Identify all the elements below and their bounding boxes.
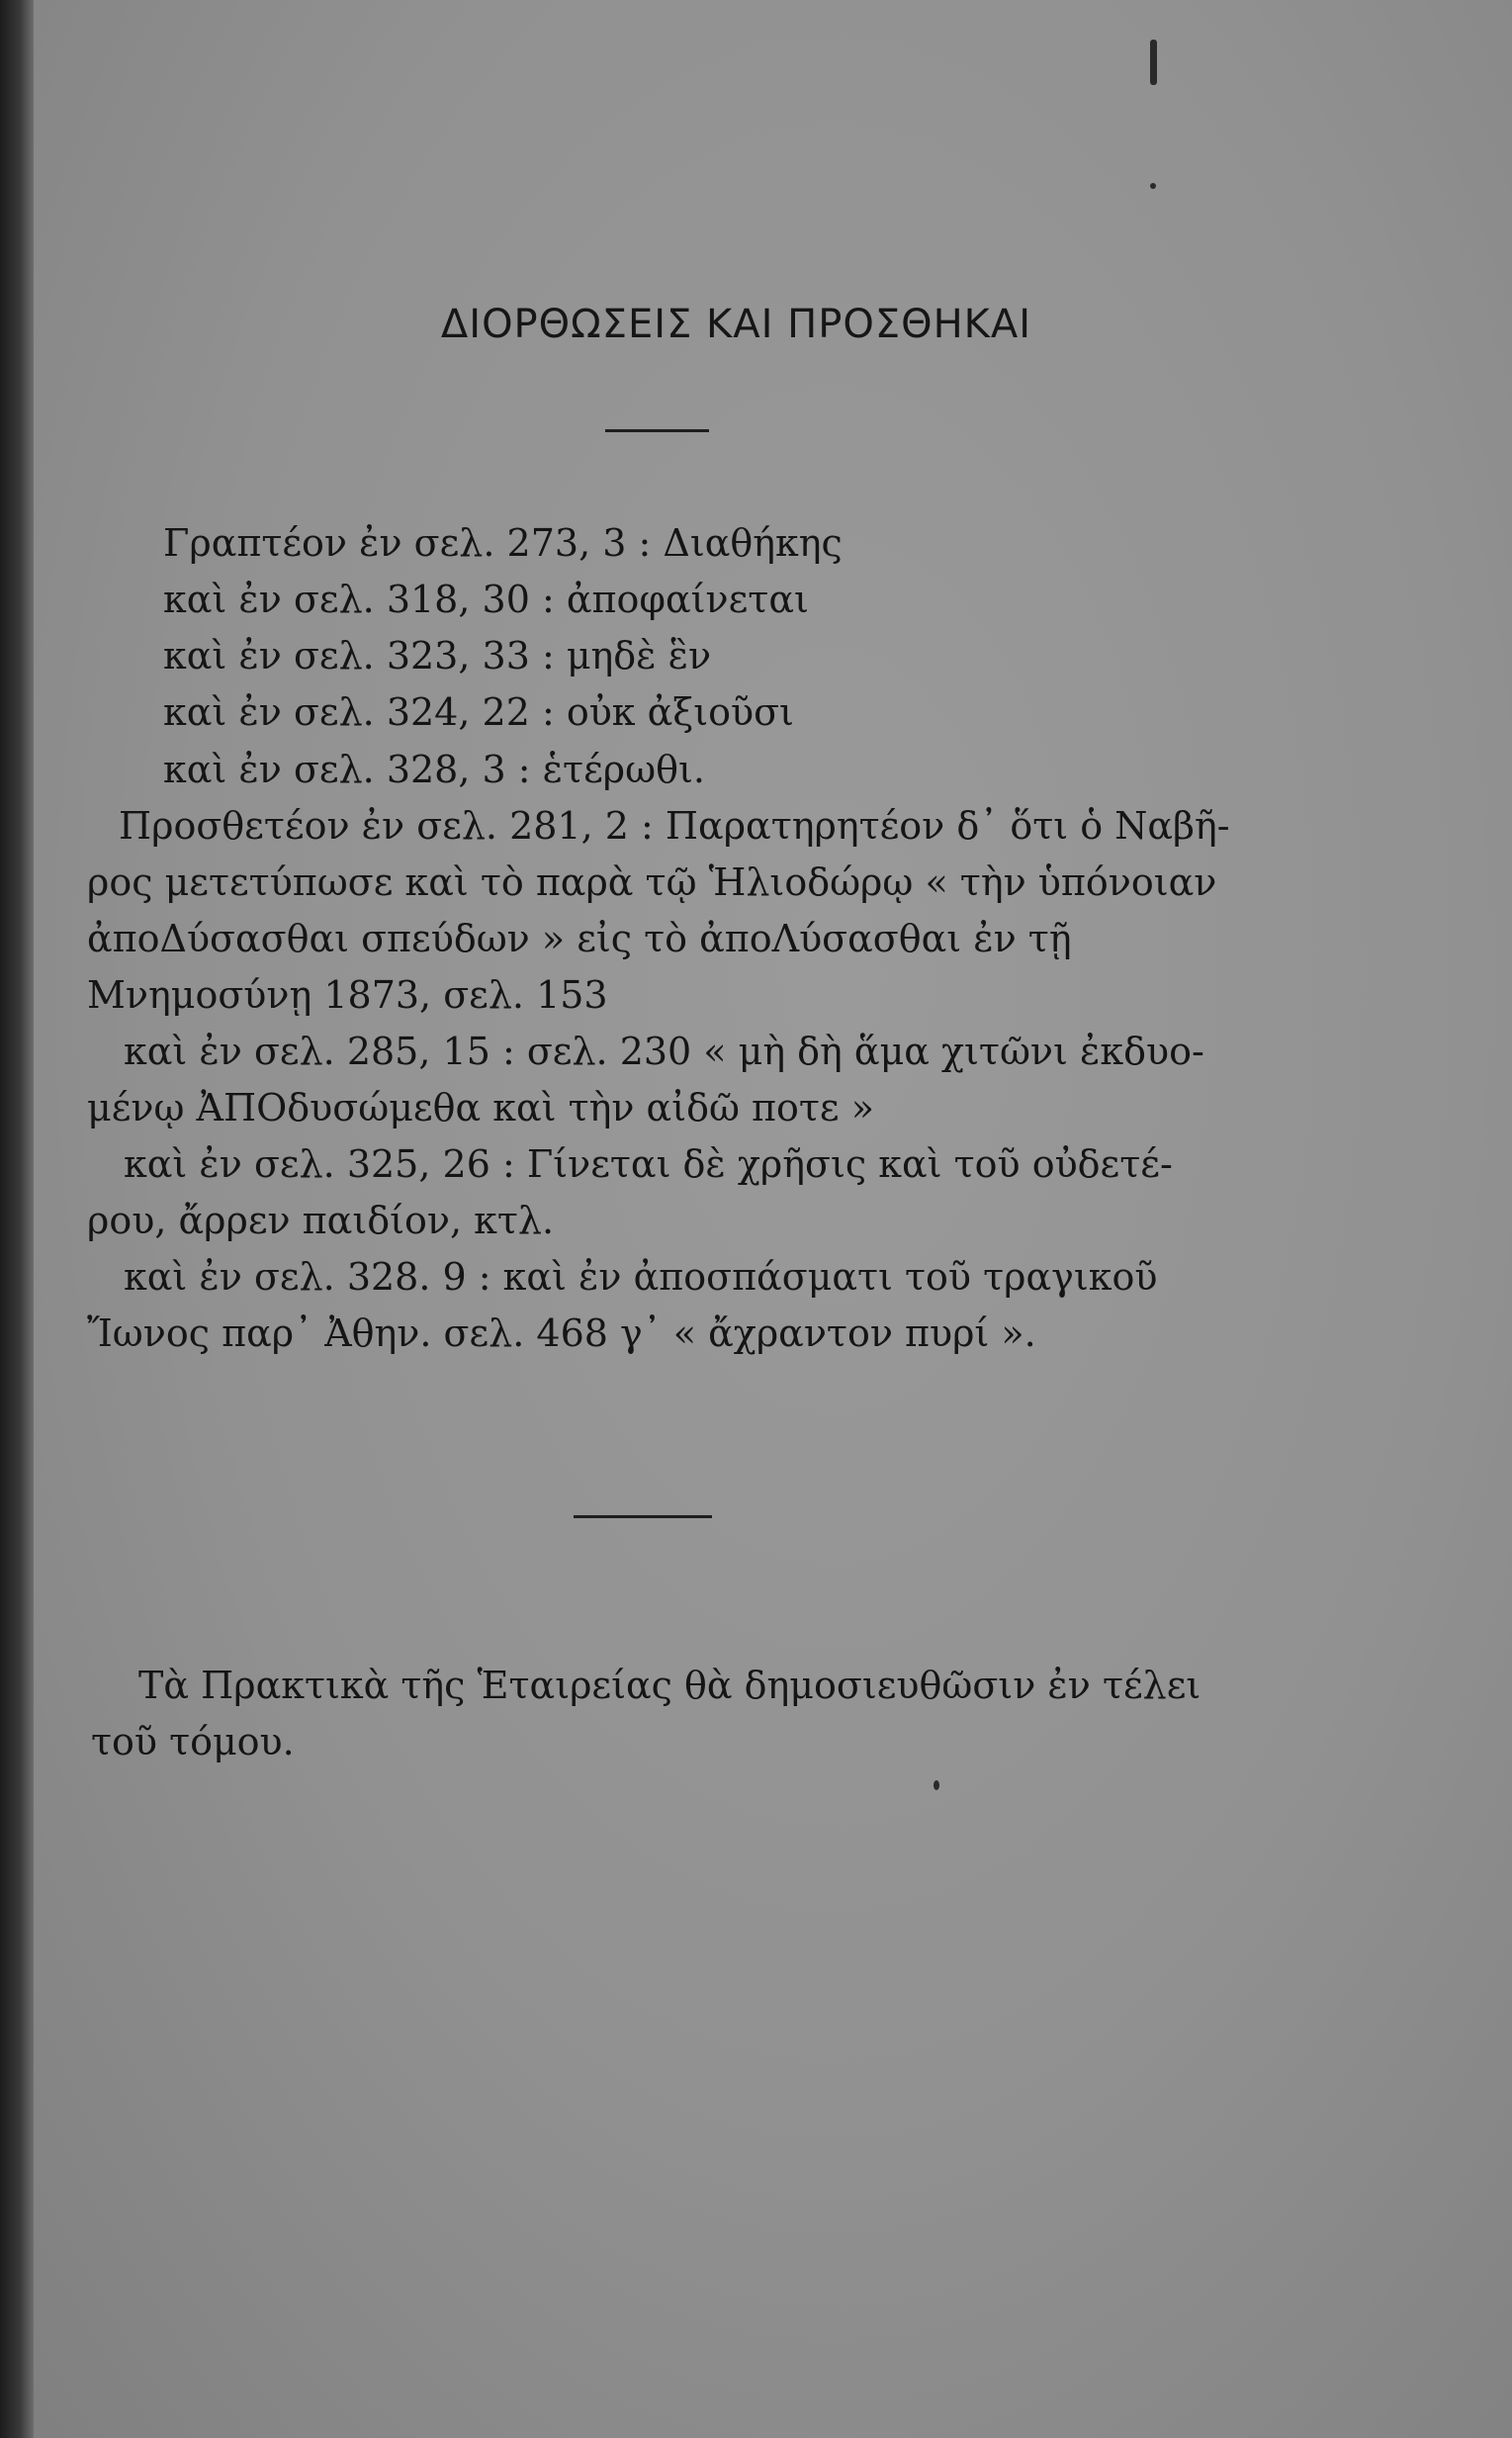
binding-shadow <box>0 0 34 2438</box>
correction-line: μένῳ ἈΠΟδυσώμεθα καὶ τὴν αἰδῶ ποτε » <box>87 1086 874 1129</box>
correction-line: ρος μετετύπωσε καὶ τὸ παρὰ τῷ Ἡλιοδώρῳ « τὴν ὑπόνοιαν <box>87 860 1217 904</box>
correction-line: ρου, ἄρρεν παιδίον, κτλ. <box>87 1199 555 1242</box>
correction-line: καὶ ἐν σελ. 325, 26 : Γίνεται δὲ χρῆσις καὶ τοῦ οὐδετέ- <box>124 1142 1173 1186</box>
correction-line: καὶ ἐν σελ. 285, 15 : σελ. 230 « μὴ δὴ ἅμα χιτῶνι ἐκδυο- <box>124 1030 1204 1073</box>
correction-line: Προσθετέον ἐν σελ. 281, 2 : Παρατηρητέον δ᾽ ὅτι ὁ Ναβῆ- <box>119 804 1230 848</box>
note-line: Τὰ Πρακτικὰ τῆς Ἑταιρείας θὰ δημοσιευθῶσιν ἐν τέλει <box>138 1664 1201 1707</box>
ink-speck <box>934 1780 939 1790</box>
correction-line: καὶ ἐν σελ. 323, 33 : μηδὲ ἓν <box>163 634 712 677</box>
correction-line: Ἴωνος παρ᾽ Ἀθην. σελ. 468 γ᾽ « ἄχραντον πυρί ». <box>87 1311 1036 1355</box>
correction-line: Γραπτέον ἐν σελ. 273, 3 : Διαθήκης <box>163 521 843 565</box>
note-line: τοῦ τόμου. <box>91 1720 295 1763</box>
correction-line: καὶ ἐν σελ. 328. 9 : καὶ ἐν ἀποσπάσματι τοῦ τραγικοῦ <box>124 1255 1158 1299</box>
correction-line: Μνημοσύνῃ 1873, σελ. 153 <box>87 973 608 1017</box>
correction-line: καὶ ἐν σελ. 318, 30 : ἀποφαίνεται <box>163 578 809 621</box>
section-rule <box>574 1515 712 1518</box>
correction-line: ἀποΔύσασθαι σπεύδων » εἰς τὸ ἀποΛύσασθαι ἐν τῇ <box>87 917 1072 960</box>
ink-speck <box>1150 40 1157 85</box>
correction-line: καὶ ἐν σελ. 328, 3 : ἑτέρωθι. <box>163 748 705 791</box>
correction-line: καὶ ἐν σελ. 324, 22 : οὐκ ἀξιοῦσι <box>163 690 794 734</box>
heading-rule <box>605 429 709 432</box>
ink-speck <box>1150 183 1156 189</box>
page-heading: ΔΙΟΡΘΩΣΕΙΣ ΚΑΙ ΠΡΟΣΘΗΚΑΙ <box>440 302 1032 347</box>
